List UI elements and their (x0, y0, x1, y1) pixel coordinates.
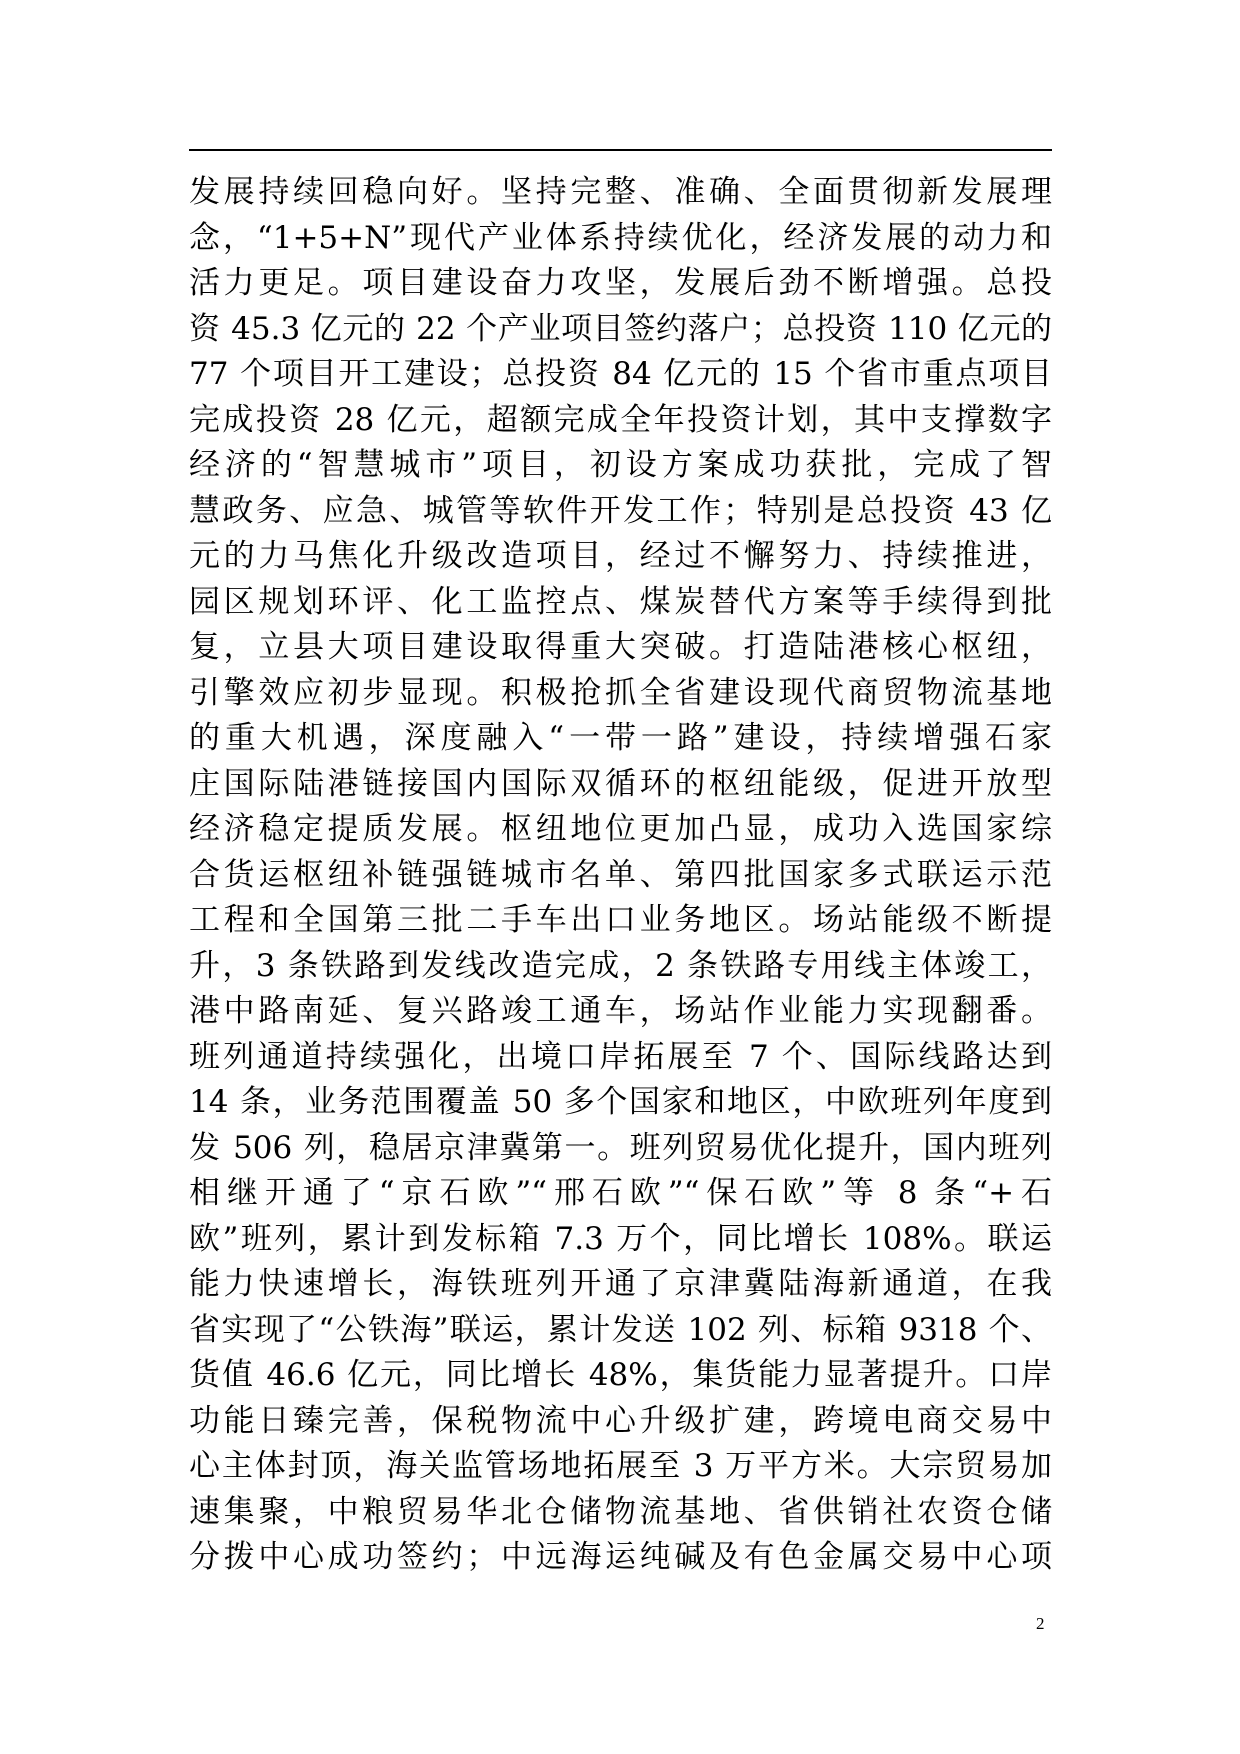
text-line: 完成投资 28 亿元，超额完成全年投资计划，其中支撑数字 (189, 401, 1052, 438)
text-line: 经济的“智慧城市”项目，初设方案成功获批，完成了智 (189, 447, 1052, 483)
text-line: 欧”班列，累计到发标箱 7.3 万个，同比增长 108%。联运 (189, 1220, 1052, 1257)
text-line: 心主体封顶，海关监管场地拓展至 3 万平方米。大宗贸易加 (189, 1448, 1052, 1484)
text-line: 港中路南延、复兴路竣工通车，场站作业能力实现翻番。 (189, 993, 1052, 1029)
header-rule (189, 149, 1052, 151)
text-line: 分拨中心成功签约；中远海运纯碱及有色金属交易中心项 (189, 1539, 1052, 1575)
text-line: 工程和全国第三批二手车出口业务地区。场站能级不断提 (189, 902, 1052, 938)
text-line: 元的力马焦化升级改造项目，经过不懈努力、持续推进， (189, 538, 1052, 574)
text-line: 庄国际陆港链接国内国际双循环的枢纽能级，促进开放型 (189, 765, 1052, 802)
text-line: 升，3 条铁路到发线改造完成，2 条铁路专用线主体竣工， (189, 947, 1052, 984)
text-line: 活力更足。项目建设奋力攻坚，发展后劲不断增强。总投 (189, 265, 1052, 301)
text-line: 相继开通了“京石欧”“邢石欧”“保石欧”等 8 条“+石 (189, 1175, 1052, 1211)
text-line: 班列通道持续强化，出境口岸拓展至 7 个、国际线路达到 (189, 1038, 1052, 1075)
text-line: 能力快速增长，海铁班列开通了京津冀陆海新通道，在我 (189, 1266, 1052, 1302)
text-line: 慧政务、应急、城管等软件开发工作；特别是总投资 43 亿 (189, 492, 1052, 529)
text-line: 省实现了“公铁海”联运，累计发送 102 列、标箱 9318 个、 (189, 1311, 1052, 1348)
text-line: 资 45.3 亿元的 22 个产业项目签约落户；总投资 110 亿元的 (189, 310, 1052, 347)
text-line: 货值 46.6 亿元，同比增长 48%，集货能力显著提升。口岸 (189, 1357, 1052, 1393)
text-line: 发 506 列，稳居京津冀第一。班列贸易优化提升，国内班列 (189, 1129, 1052, 1166)
text-line: 复，立县大项目建设取得重大突破。打造陆港核心枢纽， (189, 629, 1052, 665)
text-line: 引擎效应初步显现。积极抢抓全省建设现代商贸物流基地 (189, 674, 1052, 711)
text-line: 77 个项目开工建设；总投资 84 亿元的 15 个省市重点项目 (189, 356, 1052, 392)
text-line: 功能日臻完善，保税物流中心升级扩建，跨境电商交易中 (189, 1402, 1052, 1439)
text-line: 园区规划环评、化工监控点、煤炭替代方案等手续得到批 (189, 583, 1052, 620)
text-line: 发展持续回稳向好。坚持完整、准确、全面贯彻新发展理 (189, 174, 1052, 210)
text-line: 经济稳定提质发展。枢纽地位更加凸显，成功入选国家综 (189, 811, 1052, 847)
text-line: 念，“1+5+N”现代产业体系持续优化，经济发展的动力和 (189, 219, 1052, 256)
text-line: 的重大机遇，深度融入“一带一路”建设，持续增强石家 (189, 720, 1052, 756)
text-line: 14 条，业务范围覆盖 50 多个国家和地区，中欧班列年度到 (189, 1084, 1052, 1120)
text-line: 速集聚，中粮贸易华北仓储物流基地、省供销社农资仓储 (189, 1493, 1052, 1530)
page-number: 2 (1036, 1614, 1045, 1633)
text-line: 合货运枢纽补链强链城市名单、第四批国家多式联运示范 (189, 856, 1052, 893)
body-text (189, 170, 1052, 1581)
